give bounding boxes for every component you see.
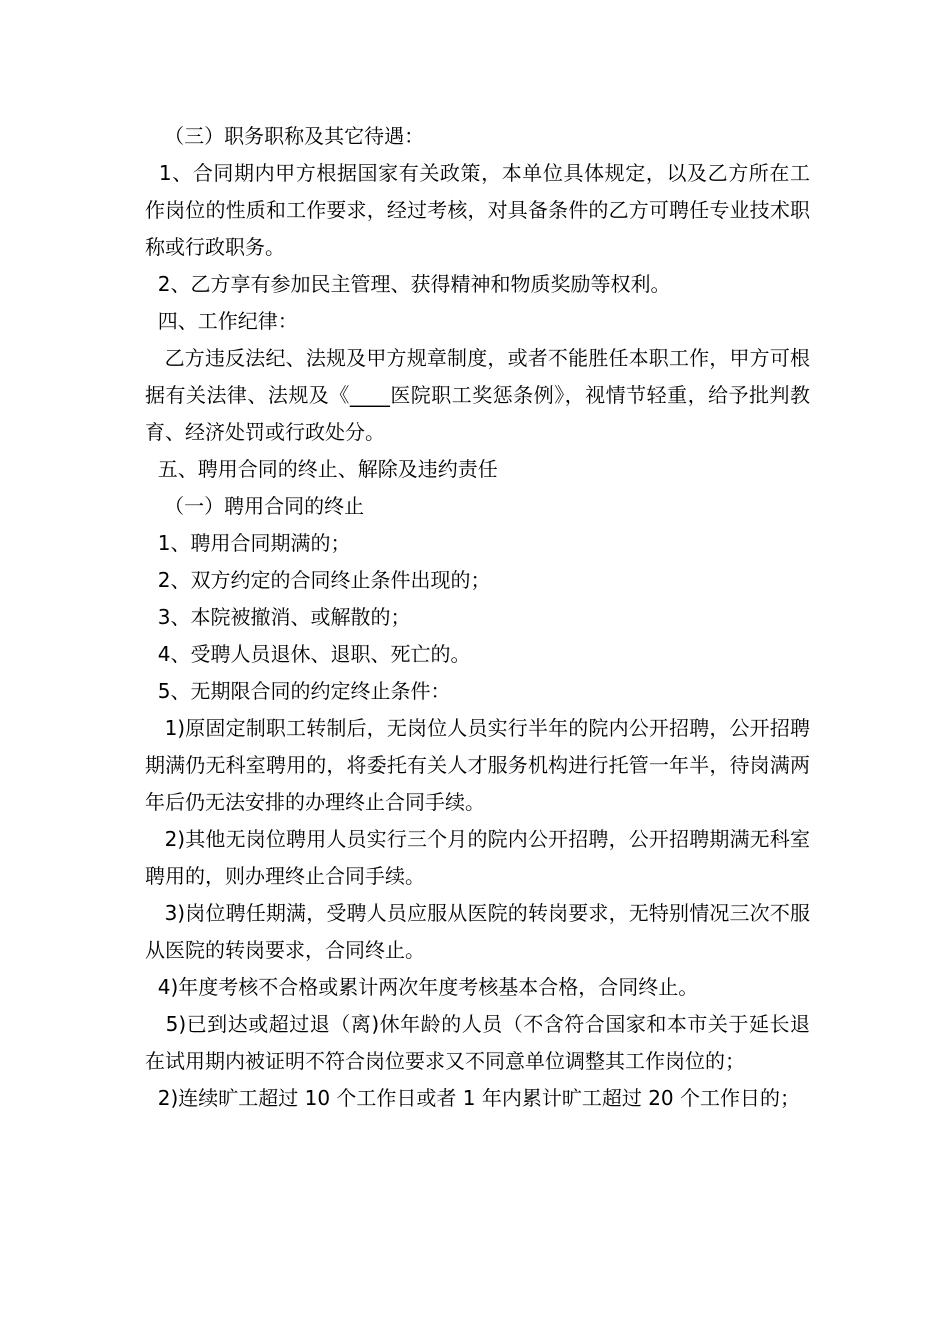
sub-list-item: 4)年度考核不合格或累计两次年度考核基本合格，合同终止。: [145, 975, 699, 999]
list-item: 1、聘用合同期满的；: [145, 531, 351, 555]
section-heading-benefits: （三）职务职称及其它待遇：: [145, 124, 425, 148]
section-heading-discipline: 四、工作纪律：: [145, 309, 298, 333]
list-item: 5、无期限合同的约定终止条件：: [145, 679, 451, 703]
document-page: [145, 118, 810, 1117]
sub-list-item: 5)已到达或超过退（离)休年龄的人员（不含符合国家和本市关于延长退在试用期内被证明不符合岗位要求又不同意单位调整其工作岗位的；: [145, 1012, 810, 1073]
section-heading-termination: 五、聘用合同的终止、解除及违约责任: [145, 457, 498, 481]
sub-list-item: 1)原固定制职工转制后，无岗位人员实行半年的院内公开招聘，公开招聘期满仍无科室聘用的，将委托有关人才服务机构进行托管一年半，待岗满两年后仍无法安排的办理终止合同手续。: [145, 716, 811, 814]
subsection-heading-termination: （一）聘用合同的终止: [145, 494, 365, 518]
paragraph-discipline: 乙方违反法纪、法规及甲方规章制度，或者不能胜任本职工作，甲方可根据有关法律、法规及《____医院职工奖惩条例》，视情节轻重，给予批判教育、经济处罚或行政处分。: [145, 346, 811, 444]
list-item: 3、本院被撤消、或解散的；: [145, 605, 411, 629]
paragraph-title-appointment: 1、合同期内甲方根据国家有关政策，本单位具体规定，以及乙方所在工作岗位的性质和工作要求，经过考核，对具备条件的乙方可聘任专业技术职称或行政职务。: [145, 161, 810, 259]
list-item: 4、受聘人员退休、退职、死亡的。: [145, 642, 471, 666]
paragraph-rights: 2、乙方享有参加民主管理、获得精神和物质奖励等权利。: [145, 272, 671, 296]
sub-list-item: 3)岗位聘任期满，受聘人员应服从医院的转岗要求，无特别情况三次不服从医院的转岗要求，合同终止。: [145, 901, 811, 962]
sub-list-item: 2)其他无岗位聘用人员实行三个月的院内公开招聘，公开招聘期满无科室聘用的，则办理终止合同手续。: [145, 827, 811, 888]
list-item: 2、双方约定的合同终止条件出现的；: [145, 568, 491, 592]
sub-list-item: 2)连续旷工超过 10 个工作日或者 1 年内累计旷工超过 20 个工作日的；: [145, 1086, 801, 1110]
